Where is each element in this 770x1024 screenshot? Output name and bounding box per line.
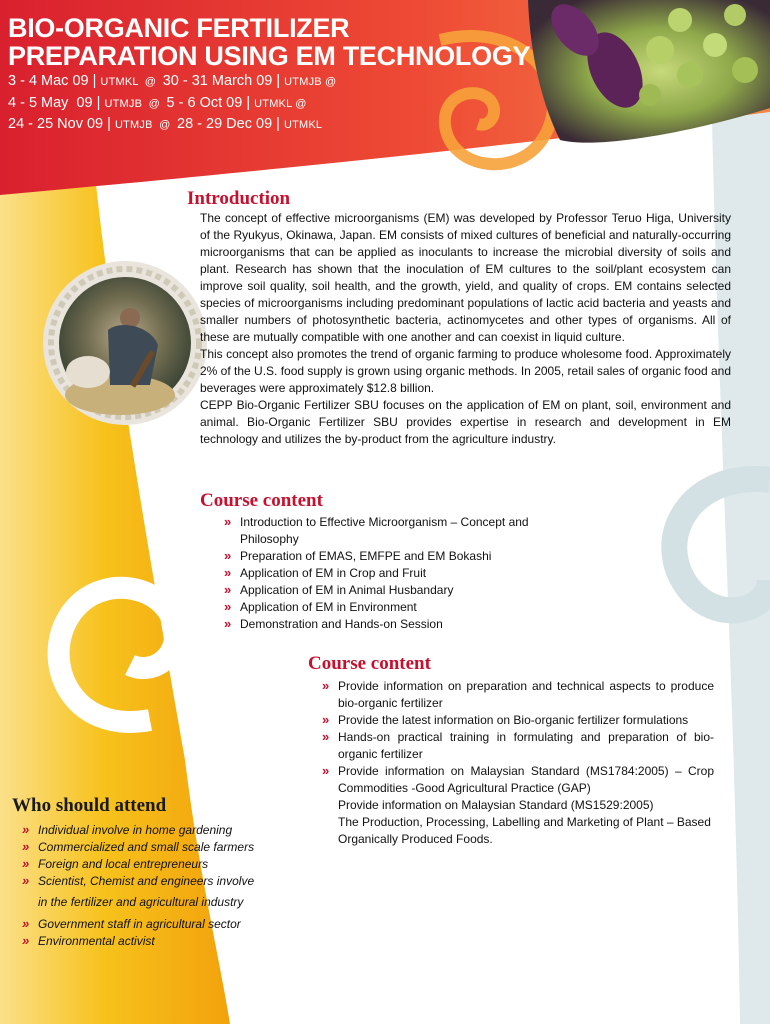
bullet-icon: » (22, 839, 30, 854)
bullet-icon: » (224, 565, 232, 580)
list-item: » Preparation of EMAS, EMFPE and EM Bokashi (224, 548, 492, 563)
standard-note: Provide information on Malaysian Standard (MS1529:2005) (338, 798, 654, 812)
list-item: » Individual involve in home gardening (22, 822, 233, 837)
title-line-2: PREPARATION USING EM TECHNOLOGY (8, 41, 531, 71)
bullet-icon: » (224, 548, 232, 563)
bullet-icon: » (224, 616, 232, 631)
list-item: » Application of EM in Environment (224, 599, 417, 614)
list-item: » Commercialized and small scale farmers (22, 839, 255, 854)
schedule-line-3 (8, 115, 322, 135)
bullet-icon: » (22, 873, 30, 888)
bullet-icon: » (322, 712, 330, 727)
schedule-line-1 (8, 72, 336, 92)
list-item: » Government staff in agricultural sector (22, 915, 241, 931)
schedule-date: 28 - 29 Dec 09 | (177, 116, 284, 132)
course-content-list-1 (224, 514, 554, 633)
list-item: » Demonstration and Hands-on Session (224, 616, 443, 631)
schedule-line-2 (8, 94, 307, 114)
schedule-venue: UTMKL (283, 119, 323, 131)
bullet-icon: » (322, 729, 330, 744)
schedule-venue: UTMKL (100, 76, 139, 88)
list-item: » Application of EM in Crop and Fruit (224, 565, 427, 580)
bullet-icon: » (322, 678, 330, 693)
introduction-body (200, 210, 731, 448)
schedule-date: 24 - 25 Nov 09 | (8, 116, 115, 132)
schedule-venue: UTMJB (114, 119, 153, 131)
schedule-date: 30 - 31 March 09 | (162, 73, 285, 89)
worker-photo (43, 261, 207, 425)
bullet-icon: » (22, 822, 30, 837)
bullet-icon: » (224, 582, 232, 597)
page-title (8, 14, 608, 70)
bullet-icon: » (22, 856, 30, 871)
introduction-paragraph: This concept also promotes the trend of organic farming to produce wholesome food. Approximately 2% of the U.S. food supply is grown using organic methods. In 2005, retail sales of organic food and beverages were approximately $12.8 billion. (200, 347, 731, 395)
list-item: » Provide information on Malaysian Standard (MS1784:2005) – Crop Commodities -Good Agricultural Practice (GAP) (322, 763, 714, 795)
list-item: » Introduction to Effective Microorganism – Concept and Philosophy (224, 514, 529, 546)
schedule-date: 4 - 5 May 09 | (8, 95, 105, 111)
schedule-date: 3 - 4 Mac 09 | (8, 73, 101, 89)
schedule-venue: UTMJB @ (284, 76, 337, 88)
list-item-continuation: in the fertilizer and agricultural industry (38, 895, 244, 909)
course-content-heading-1: Course content (200, 490, 323, 511)
schedule-venue: UTMKL @ (254, 98, 307, 110)
who-should-attend-heading: Who should attend (12, 795, 167, 816)
list-item: » Foreign and local entrepreneurs (22, 856, 209, 871)
bullet-icon: » (22, 932, 30, 948)
course-content-list-2 (322, 678, 714, 848)
bullet-icon: » (224, 599, 232, 614)
introduction-heading: Introduction (187, 188, 291, 209)
list-item: » Scientist, Chemist and engineers involve (22, 873, 255, 888)
list-item: » Hands-on practical training in formulating and preparation of bio-organic fertilizer (322, 729, 714, 761)
list-item: » Provide the latest information on Bio-organic fertilizer formulations (322, 712, 689, 727)
schedule-at: @ (152, 119, 178, 131)
list-item: » Application of EM in Animal Husbandary (224, 582, 454, 597)
course-content-heading-2: Course content (308, 653, 431, 674)
schedule-at: @ (142, 98, 167, 110)
list-item: » Provide information on preparation and technical aspects to produce bio-organic fertilizer (322, 678, 714, 710)
list-item: » Environmental activist (22, 932, 155, 948)
introduction-paragraph: CEPP Bio-Organic Fertilizer SBU focuses on the application of EM on plant, soil, environment and animal. Bio-Organic Fertilizer SBU provides expertise in research and development in EM technology and utilizes the by-product from the agriculture industry. (200, 398, 731, 446)
introduction-paragraph: The concept of effective microorganisms (EM) was developed by Professor Teruo Higa, University of the Ryukyus, Okinawa, Japan. EM consists of mixed cultures of beneficial and naturally-occurring microorganisms that can be applied as inoculants to increase the microbial diversity of soils and plant. Research has shown that the inoculation of EM cultures to the soil/plant ecosystem can improve soil quality, soil health, and the growth, yield, and quality of crops. EM contains selected species of microorganisms including predominant populations of lactic acid bacteria and yeasts and smaller numbers of photosynthetic bacteria, actinomycetes and other types of organisms. All of these are mutually compatible with one another and can coexist in liquid culture. (200, 211, 731, 344)
schedule-venue: UTMJB (104, 98, 143, 110)
title-line-1: BIO-ORGANIC FERTILIZER (8, 13, 350, 43)
bullet-icon: » (322, 763, 330, 778)
schedule-date: 5 - 6 Oct 09 | (166, 95, 255, 111)
schedule-at: @ (138, 76, 163, 88)
standard-note: The Production, Processing, Labelling and Marketing of Plant – Based Organically Produced Foods. (338, 815, 711, 846)
bullet-icon: » (22, 915, 30, 931)
bullet-icon: » (224, 514, 232, 529)
who-should-attend-list (22, 822, 322, 950)
